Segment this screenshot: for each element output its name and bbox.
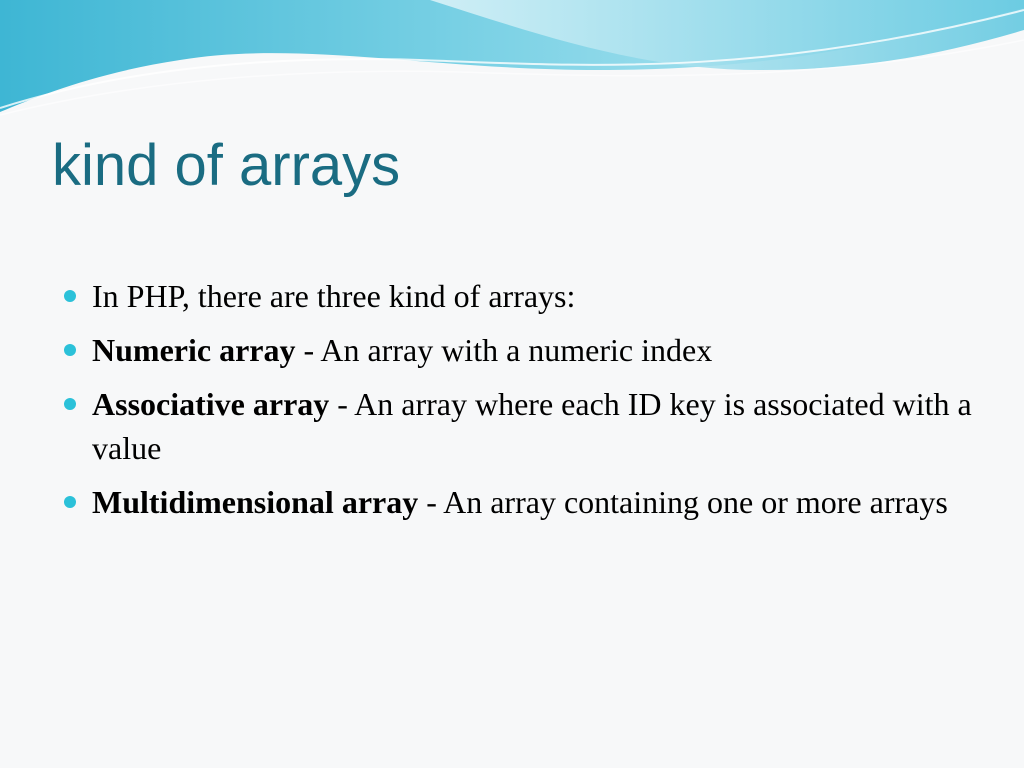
bullet-term: Numeric array (92, 332, 296, 368)
bullet-text: In PHP, there are three kind of arrays: (92, 278, 576, 314)
bullet-dot-icon (64, 344, 76, 356)
slide-title: kind of arrays (52, 133, 401, 198)
bullet-list (64, 274, 984, 534)
bullet-item (64, 328, 984, 372)
bullet-item (64, 382, 984, 470)
bullet-dot-icon (64, 398, 76, 410)
bullet-term: Associative array (92, 386, 330, 422)
bullet-text: - An array containing one or more arrays (418, 484, 948, 520)
bullet-item (64, 274, 984, 318)
bullet-item (64, 480, 984, 524)
bullet-text: - An array with a numeric index (295, 332, 713, 368)
header-wave-decoration (0, 0, 1024, 120)
bullet-term: Multidimensional array (92, 484, 419, 520)
bullet-text: - An array where each ID key is associated with a value (92, 386, 972, 466)
bullet-dot-icon (64, 290, 76, 302)
bullet-dot-icon (64, 496, 76, 508)
